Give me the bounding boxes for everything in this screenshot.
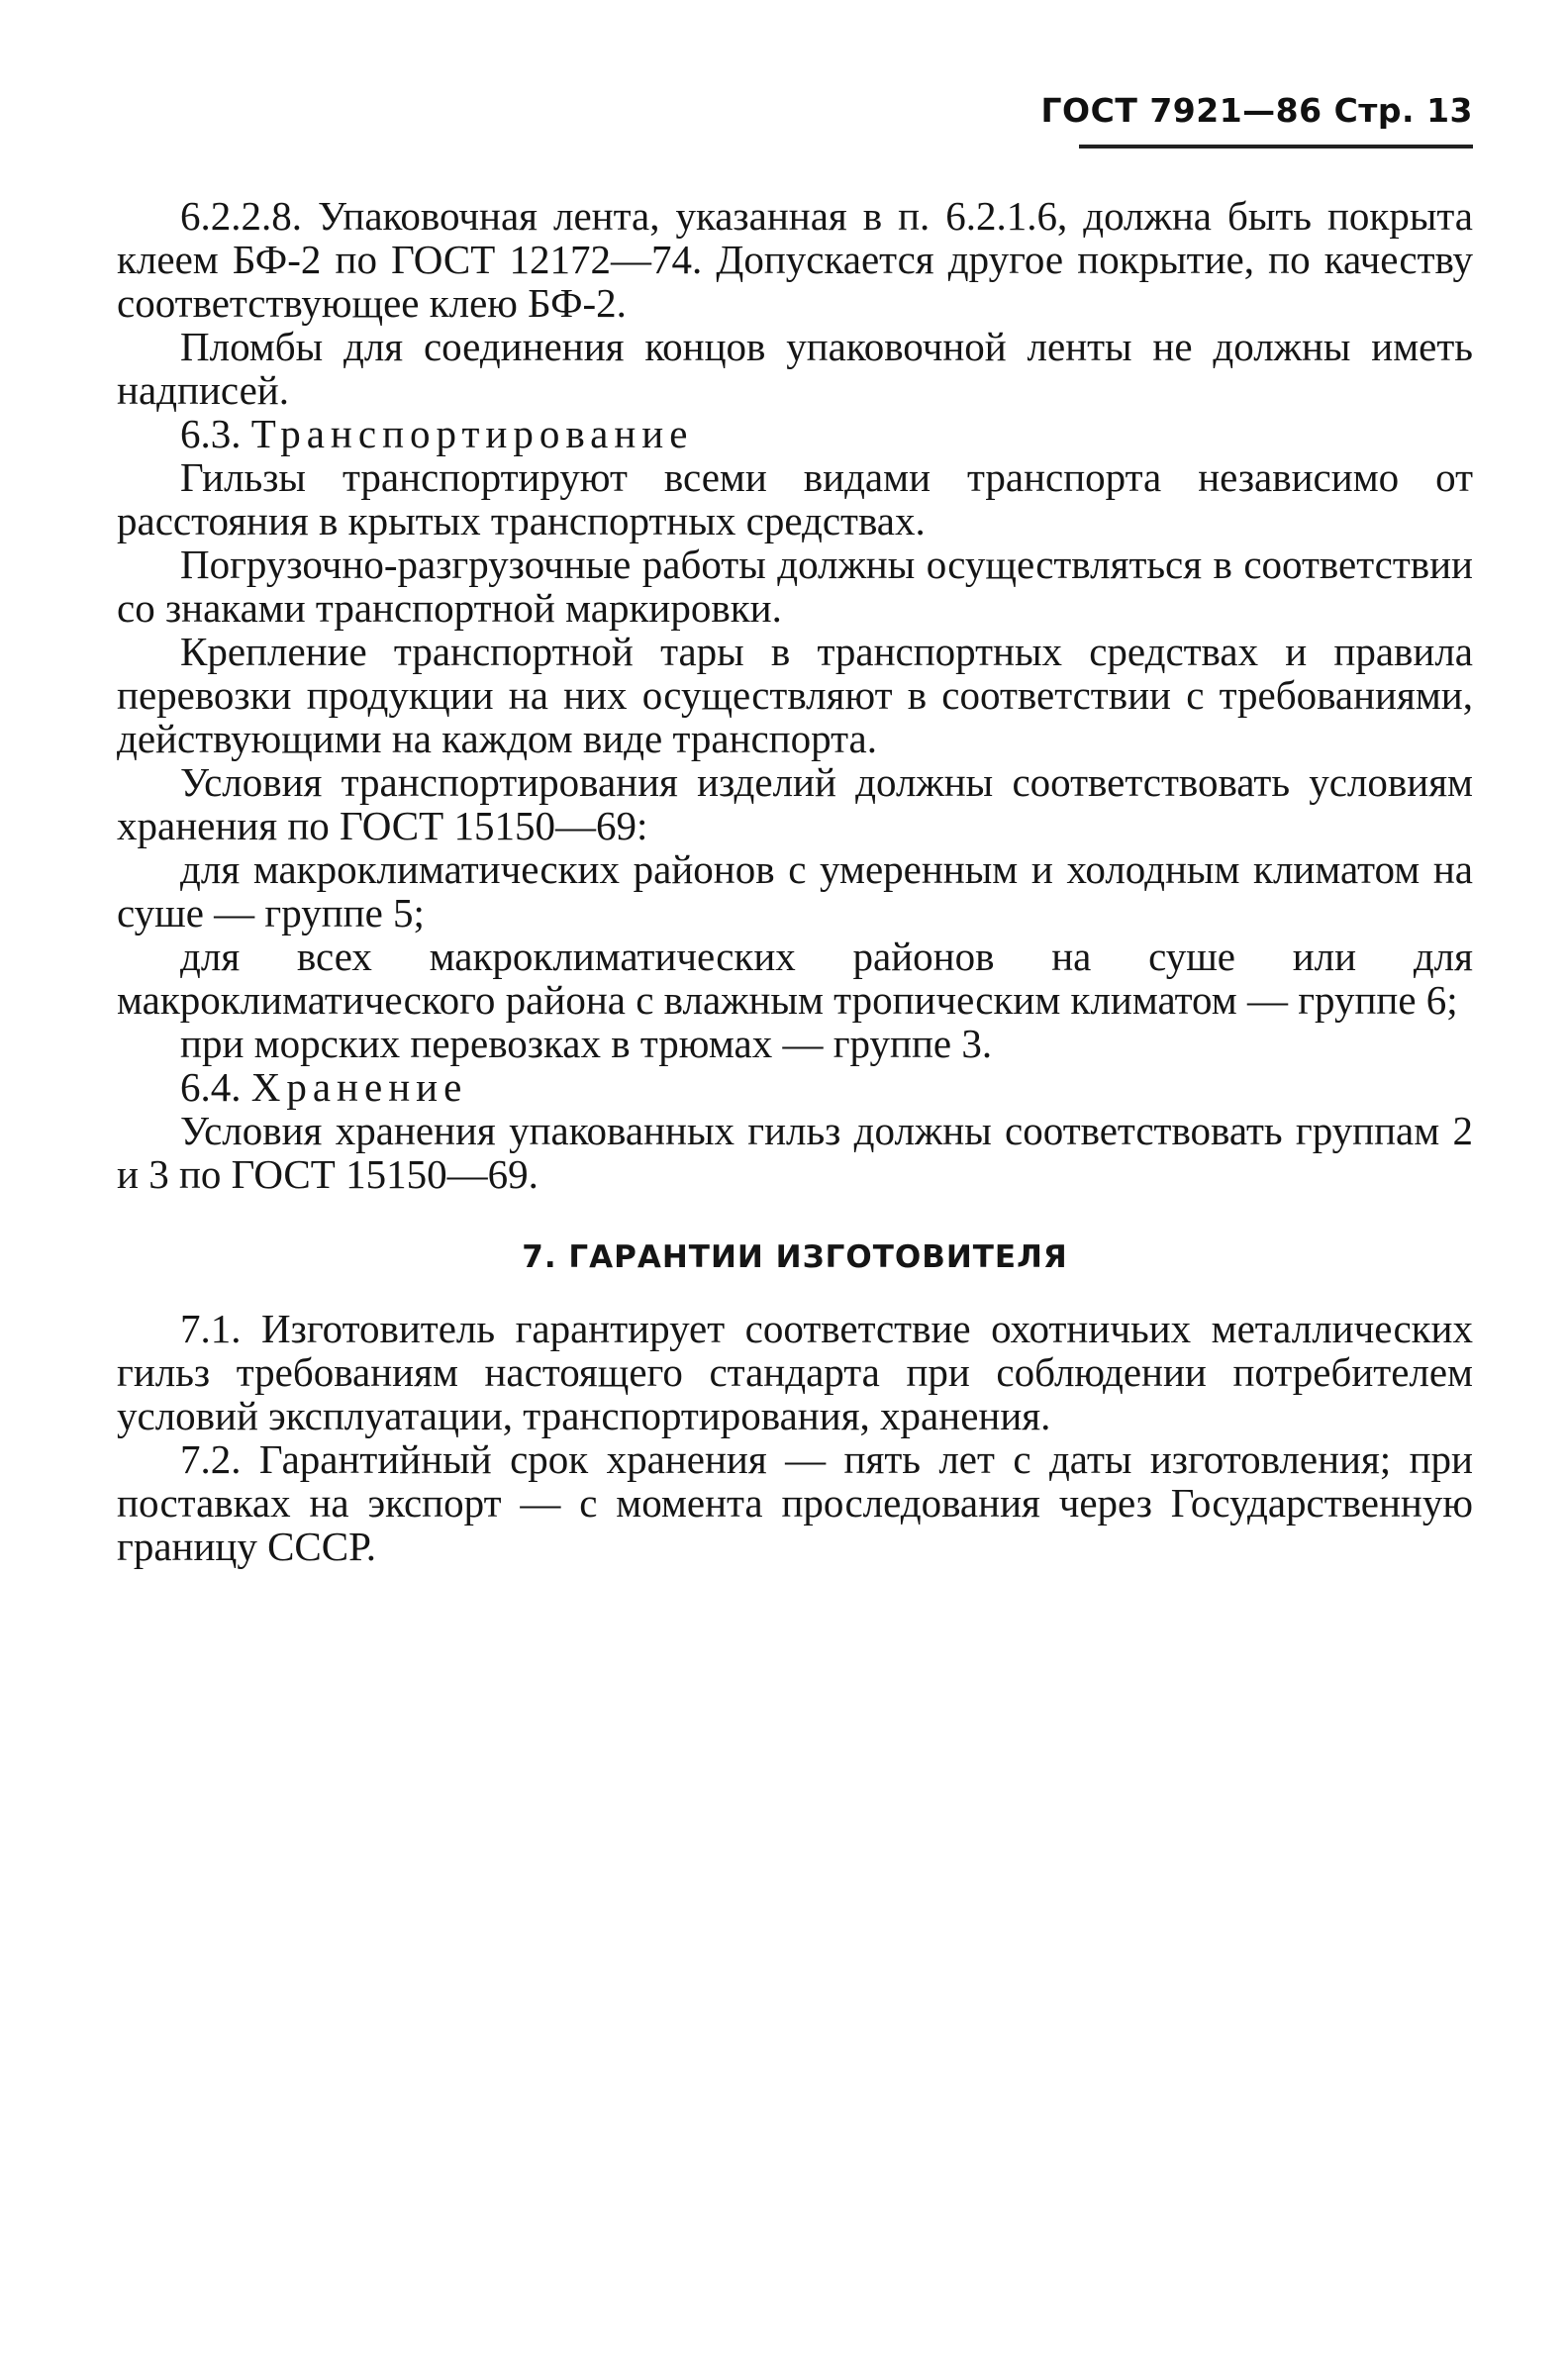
paragraph-transport-4: Условия транспортирования изделий должны соответствовать условиям хранения по ГОСТ 15150—69: [117, 759, 1473, 848]
paragraph-storage-1: Условия хранения упакованных гильз должны соответствовать группам 2 и 3 по ГОСТ 15150—69. [117, 1108, 1473, 1197]
paragraph-transport-7: при морских перевозках в трюмах — группе 3. [180, 1021, 993, 1066]
paragraph-7-2: 7.2. Гарантийный срок хранения — пять лет с даты изготовления; при поставках на экспорт — с момента проследования через Государственную границу СССР. [117, 1436, 1473, 1569]
header-rule [1079, 145, 1473, 148]
paragraph-transport-2: Погрузочно-разгрузочные работы должны осуществляться в соответствии со знаками транспортной маркировки. [117, 542, 1473, 631]
paragraph-seals: Пломбы для соединения концов упаковочной ленты не должны иметь надписей. [117, 324, 1473, 413]
paragraph-transport-1: Гильзы транспортируют всеми видами транспорта независимо от расстояния в крытых транспортных средствах. [117, 454, 1473, 543]
running-header: ГОСТ 7921—86 Стр. 13 [1040, 91, 1473, 130]
subsection-6-3-heading [117, 412, 1473, 455]
subsection-6-3-number: 6.3. [180, 411, 242, 456]
paragraph-transport-6: для всех макроклиматических районов на суше или для макроклиматического района с влажным тропическим климатом — группе 6; [117, 934, 1473, 1023]
paragraph-transport-3: Крепление транспортной тары в транспортных средствах и правила перевозки продукции на них осуществляют в соответствии с требованиями, действующими на каждом виде транспорта. [117, 629, 1473, 761]
paragraph-7-1: 7.1. Изготовитель гарантирует соответствие охотничьих металлических гильз требованиям настоящего стандарта при соблюдении потребителем условий эксплуатации, транспортирования, хранения. [117, 1306, 1473, 1438]
subsection-6-4-heading [117, 1065, 1473, 1109]
section-7-heading: 7. ГАРАНТИИ ИЗГОТОВИТЕЛЯ [522, 1239, 1068, 1275]
subsection-6-4-title: Хранение [250, 1064, 468, 1110]
paragraph-transport-5: для макроклиматических районов с умеренным и холодным климатом на суше — группе 5; [117, 846, 1473, 936]
paragraph-6-2-2-8: 6.2.2.8. Упаковочная лента, указанная в п. 6.2.1.6, должна быть покрыта клеем БФ-2 по ГОСТ 12172—74. Допускается другое покрытие, по качеству соответствующее клею БФ-2. [117, 193, 1473, 326]
subsection-6-4-number: 6.4. [180, 1064, 242, 1110]
subsection-6-3-title: Транспортирование [250, 411, 694, 456]
document-body [117, 194, 1473, 1568]
